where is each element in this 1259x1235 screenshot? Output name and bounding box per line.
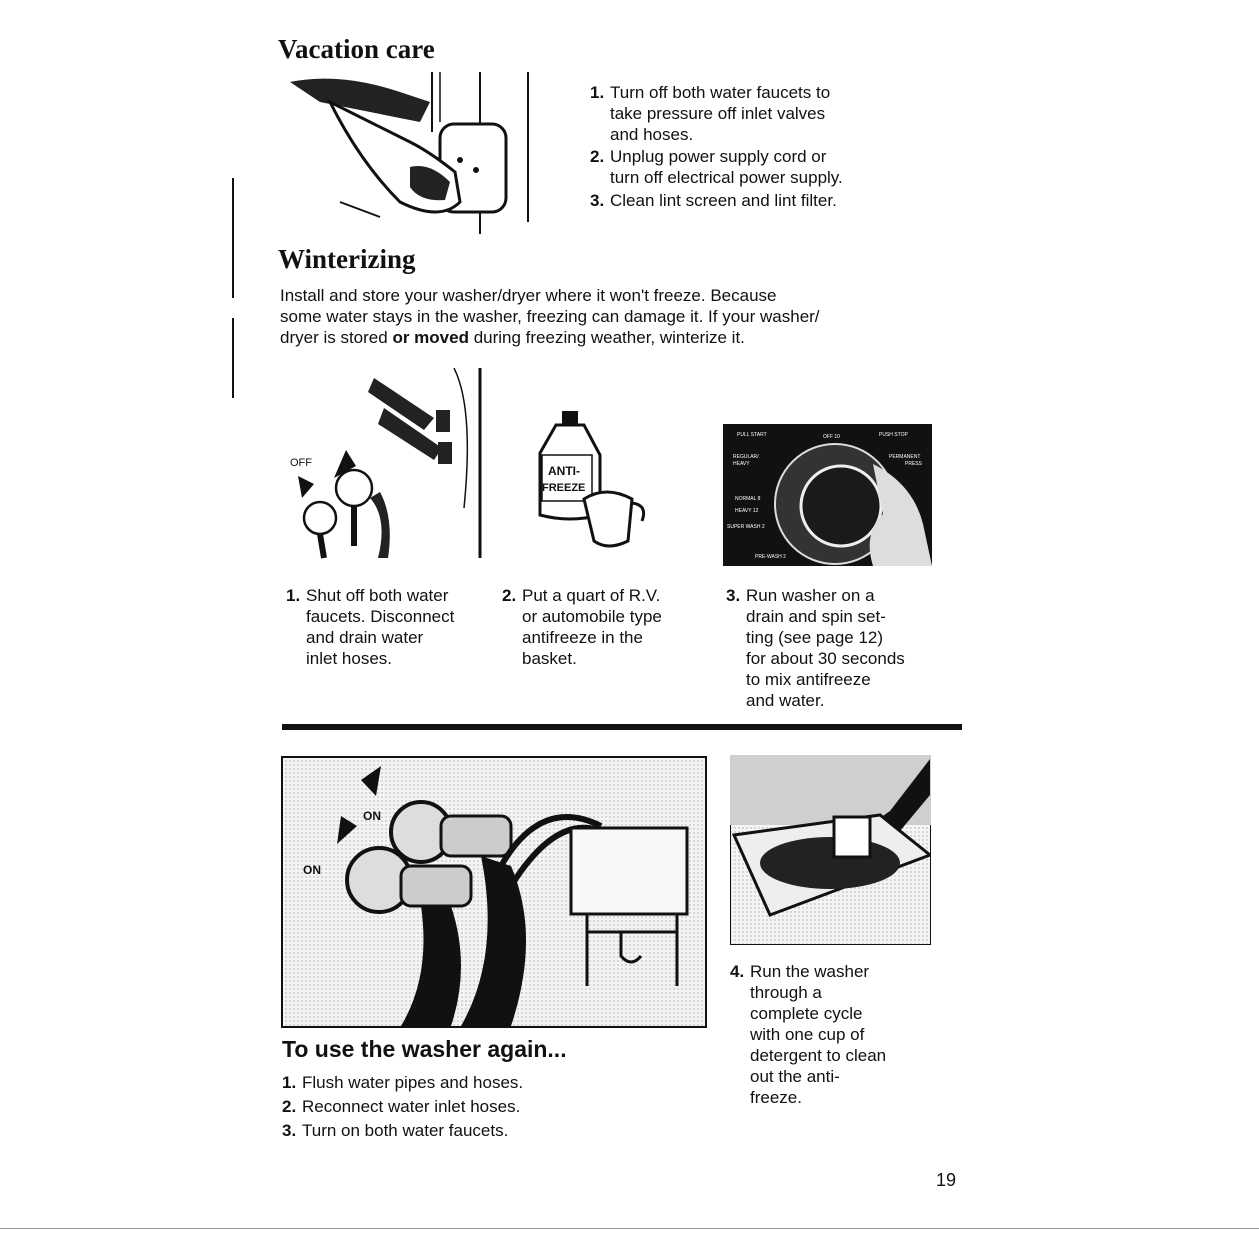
vacation-heading: Vacation care <box>278 34 435 64</box>
dial-heavy: HEAVY <box>733 461 750 467</box>
use-again-step-3 <box>282 1120 509 1141</box>
intro-line-1: Install and store your washer/dryer where it won't freeze. Because <box>280 286 777 305</box>
step-line: Run washer on a <box>746 586 875 605</box>
step-line: drain and spin set- <box>746 607 886 626</box>
pouring-detergent-photo <box>730 755 931 945</box>
dial-off: OFF 10 <box>823 434 840 440</box>
dial-normal: NORMAL 8 <box>735 496 761 502</box>
section-divider <box>282 724 962 730</box>
step-line: and water. <box>746 691 825 710</box>
dial-pull-start: PULL START <box>737 432 767 438</box>
step-line: inlet hoses. <box>306 649 392 668</box>
step-number: 3. <box>282 1121 297 1140</box>
plug-illustration <box>280 72 542 234</box>
step-line: Turn off both water faucets to <box>610 83 831 102</box>
step-line: to mix antifreeze <box>746 670 871 689</box>
dial-photo <box>723 424 932 566</box>
step-number: 4. <box>730 962 745 981</box>
step-line: ting (see page 12) <box>746 628 884 647</box>
winter-step-2 <box>502 585 662 669</box>
faucets-on-photo <box>281 756 707 1028</box>
step-line: turn off electrical power supply. <box>610 168 843 187</box>
off-label: OFF <box>290 457 312 469</box>
use-again-step-1 <box>282 1072 524 1093</box>
antifreeze-illustration <box>536 405 656 555</box>
bottom-rule <box>0 1228 1259 1229</box>
dial-heavy12: HEAVY 12 <box>735 508 759 514</box>
step-number: 2. <box>282 1097 297 1116</box>
winter-step-3 <box>726 585 905 711</box>
step-line: Put a quart of R.V. <box>522 586 661 605</box>
step-line: Reconnect water inlet hoses. <box>302 1097 521 1116</box>
step-line: Unplug power supply cord or <box>610 147 827 166</box>
step-number: 2. <box>590 147 605 166</box>
step-line: faucets. Disconnect <box>306 607 455 626</box>
step-line: Turn on both water faucets. <box>302 1121 509 1140</box>
on-label-1: ON <box>363 809 381 823</box>
step-line: and hoses. <box>610 125 694 144</box>
step-line: Run the washer <box>750 962 870 981</box>
step-number: 1. <box>590 83 605 102</box>
step-line: freeze. <box>750 1088 802 1107</box>
winter-step-1 <box>286 585 455 669</box>
step-number: 1. <box>282 1073 297 1092</box>
margin-bar-lower <box>232 318 234 398</box>
step-line: Flush water pipes and hoses. <box>302 1073 524 1092</box>
step-line: take pressure off inlet valves <box>610 104 826 123</box>
vacation-step-1 <box>590 82 831 145</box>
dial-regular: REGULAR/ <box>733 454 759 460</box>
intro-emphasis: or moved <box>392 328 469 347</box>
use-again-heading: To use the washer again... <box>282 1036 567 1062</box>
on-label-2: ON <box>303 863 321 877</box>
dial-superwash: SUPER WASH 2 <box>727 524 765 530</box>
step-line: Shut off both water <box>306 586 449 605</box>
step-number: 3. <box>726 586 741 605</box>
vacation-step-2 <box>590 146 843 188</box>
step-line: through a <box>750 983 822 1002</box>
step-number: 2. <box>502 586 517 605</box>
winter-step-4 <box>730 961 887 1108</box>
winterizing-intro <box>280 285 920 348</box>
step-line: complete cycle <box>750 1004 863 1023</box>
dial-permanent: PERMANENT <box>889 454 921 460</box>
faucet-off-illustration <box>284 368 494 568</box>
step-line: and drain water <box>306 628 424 647</box>
dial-prewash: PRE-WASH 2 <box>755 554 786 560</box>
intro-line-3 <box>280 327 920 348</box>
step-line: detergent to clean <box>750 1046 887 1065</box>
step-line: or automobile type <box>522 607 662 626</box>
dial-push-stop: PUSH STOP <box>879 432 908 438</box>
bottle-label-2: FREEZE <box>542 482 586 494</box>
step-line: antifreeze in the <box>522 628 643 647</box>
step-number: 3. <box>590 191 605 210</box>
intro-line-2: some water stays in the washer, freezing can damage it. If your washer/ <box>280 307 820 326</box>
dial-press: PRESS <box>905 461 922 467</box>
bottle-label-1: ANTI- <box>548 464 580 478</box>
step-line: out the anti- <box>750 1067 840 1086</box>
step-line: with one cup of <box>750 1025 865 1044</box>
intro-line-3-a: dryer is stored <box>280 328 393 347</box>
step-line: Clean lint screen and lint filter. <box>610 191 837 210</box>
vacation-step-3 <box>590 190 837 211</box>
step-line: for about 30 seconds <box>746 649 905 668</box>
use-again-step-2 <box>282 1096 521 1117</box>
step-number: 1. <box>286 586 301 605</box>
winterizing-heading: Winterizing <box>278 244 416 274</box>
step-line: basket. <box>522 649 577 668</box>
margin-bar-upper <box>232 178 234 298</box>
intro-line-3-c: during freezing weather, winterize it. <box>468 328 745 347</box>
page-number: 19 <box>936 1170 957 1190</box>
